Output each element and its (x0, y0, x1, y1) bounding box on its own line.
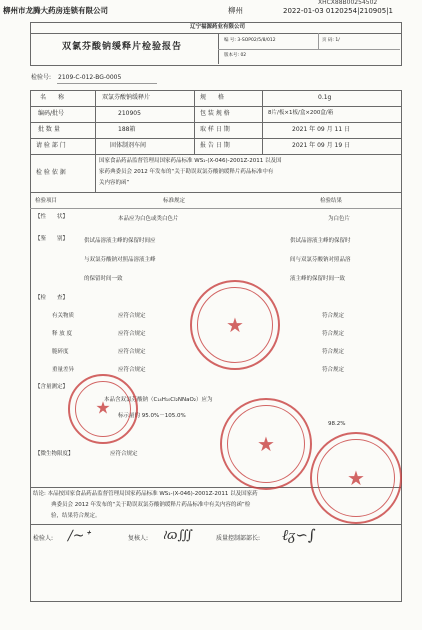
qc-signature: ℓᵹ∽∫ (282, 526, 316, 544)
check-row-2-name: 释 放 度 (52, 331, 72, 337)
info-value-package: 8片/板×1板/盒×200盒/箱 (268, 110, 334, 116)
check-row-3-standard: 应符合规定 (118, 349, 146, 355)
jianbie-standard-2: 与双氯芬酸钠对照品溶液主峰 (84, 257, 156, 263)
report-title: 双氯芬酸钠缓释片检验报告 (62, 42, 183, 52)
micro-label: 【微生物限度】 (35, 451, 74, 457)
xingzhuang-label: 【性 状】 (35, 214, 69, 220)
info-label-name: 名 称 (40, 94, 65, 101)
jianbie-result-1: 供试品溶液主峰的保留时 (290, 238, 351, 244)
hanliang-standard-1: 本品含双氯芬酸钠（C₁₄H₁₀Cl₂NNaO₂）应为 (104, 397, 213, 403)
report-code: 编 号: 3-SOP02/5/8/012 (224, 38, 276, 43)
reviewer-signature: ≀ɷ∭ (162, 528, 193, 543)
header-company: 柳州市龙腾大药房连锁有限公司 (3, 6, 108, 15)
results-head-standard: 标准规定 (163, 198, 186, 204)
header-city: 柳州 (228, 6, 243, 15)
conclusion-line-1: 结论: 本品按国家食品药品监督管理局国家药品标准 WS₁-(X-046)-2001Z-2011 以及国家药 (33, 491, 258, 497)
tester-label: 检验人: (33, 535, 54, 542)
basis-text-3: 关内容的函” (99, 180, 130, 186)
check-row-1-result: 符合规定 (322, 313, 345, 319)
report-company: 辽宁福源药业有限公司 (190, 24, 246, 30)
tester-signature: ∕~ᐩ (68, 528, 90, 544)
check-row-1-name: 有关物质 (52, 313, 75, 319)
check-row-4-result: 符合规定 (322, 367, 345, 373)
hanliang-label: 【含量测定】 (35, 384, 69, 390)
info-label-spec: 规 格 (200, 94, 225, 101)
company-seal-middle: ★ (220, 398, 312, 490)
company-seal-right: ★ (310, 432, 402, 524)
inspection-no-label: 检验号: (31, 74, 52, 81)
check-row-2-result: 符合规定 (322, 331, 345, 337)
info-label-package: 包 装 规 格 (200, 110, 230, 117)
info-label-quantity: 批 数 量 (38, 126, 60, 133)
info-value-sample-date: 2021 年 09 月 11 日 (292, 126, 351, 133)
check-row-4-name: 重量差异 (52, 367, 75, 373)
results-head-result: 检验结果 (320, 198, 343, 204)
jianbie-label: 【鉴 别】 (35, 236, 69, 242)
xingzhuang-result: 为白色片 (328, 216, 351, 222)
info-label-dept: 请 验 部 门 (36, 142, 66, 149)
info-value-batch: 210905 (118, 110, 141, 117)
info-value-name: 双氯芬酸钠缓释片 (102, 94, 151, 101)
hanliang-standard-2: 标示量的 95.0%－105.0% (118, 413, 186, 419)
info-label-report-date: 报 告 日 期 (200, 142, 230, 149)
check-row-3-name: 脆碎度 (52, 349, 69, 355)
check-row-3-result: 符合规定 (322, 349, 345, 355)
xingzhuang-standard: 本品应为白色或类白色片 (118, 216, 179, 222)
inspection-no: 2109-C-012-BG-0005 (58, 74, 122, 81)
info-label-sample-date: 取 样 日 期 (200, 126, 230, 133)
conclusion-line-3: 验，结果符合规定。 (51, 513, 101, 519)
conclusion-line-2: 典委员会 2012 年发布的“关于勘误双氯芬酸钠缓释片药品标准中有关内容的函”检 (51, 502, 251, 508)
info-value-quantity: 188箱 (118, 126, 136, 133)
results-head-item: 检验项目 (35, 198, 58, 204)
basis-label: 检 验 依 据 (36, 169, 66, 176)
jianbie-result-2: 间与双氯芬酸钠对照品溶 (290, 257, 351, 263)
basis-text-1: 国家食品药品监督管理局国家药品标准 WS₁-(X-046)-2001Z-2011 以及国 (99, 158, 282, 164)
info-value-dept: 固体制剂车间 (110, 142, 147, 149)
qc-label: 质量控制部部长: (216, 535, 261, 542)
hanliang-result: 98.2% (328, 421, 346, 427)
basis-text-2: 家药典委员会 2012 年发布的“关于勘误双氯芬酸钠缓释片药品标准中有 (99, 169, 274, 175)
jianbie-standard-1: 供试品溶液主峰的保留时间应 (84, 238, 156, 244)
check-row-1-standard: 应符合规定 (118, 313, 146, 319)
company-seal-top: ★ (190, 280, 280, 370)
report-page: 页 码: 1/ (322, 38, 340, 43)
header-code: XHCX88B002545​02 (318, 0, 378, 6)
info-label-batch: 编码/批号 (38, 110, 65, 117)
info-value-spec: 0.1g (318, 94, 332, 101)
info-value-report-date: 2021 年 09 月 19 日 (292, 142, 351, 149)
jianbie-result-3: 液主峰的保留时间一致 (290, 276, 346, 282)
header-datetime: 2022-01-03 0120254|210905|1 (283, 7, 393, 15)
jiancha-label: 【检 查】 (35, 295, 69, 301)
company-seal-left: ★ (68, 374, 138, 444)
check-row-4-standard: 应符合规定 (118, 367, 146, 373)
report-version: 版本号: 02 (224, 53, 247, 58)
reviewer-label: 复核人: (128, 535, 149, 542)
jianbie-standard-3: 的保留时间一致 (84, 276, 123, 282)
micro-standard: 应符合规定 (110, 451, 138, 457)
check-row-2-standard: 应符合规定 (118, 331, 146, 337)
